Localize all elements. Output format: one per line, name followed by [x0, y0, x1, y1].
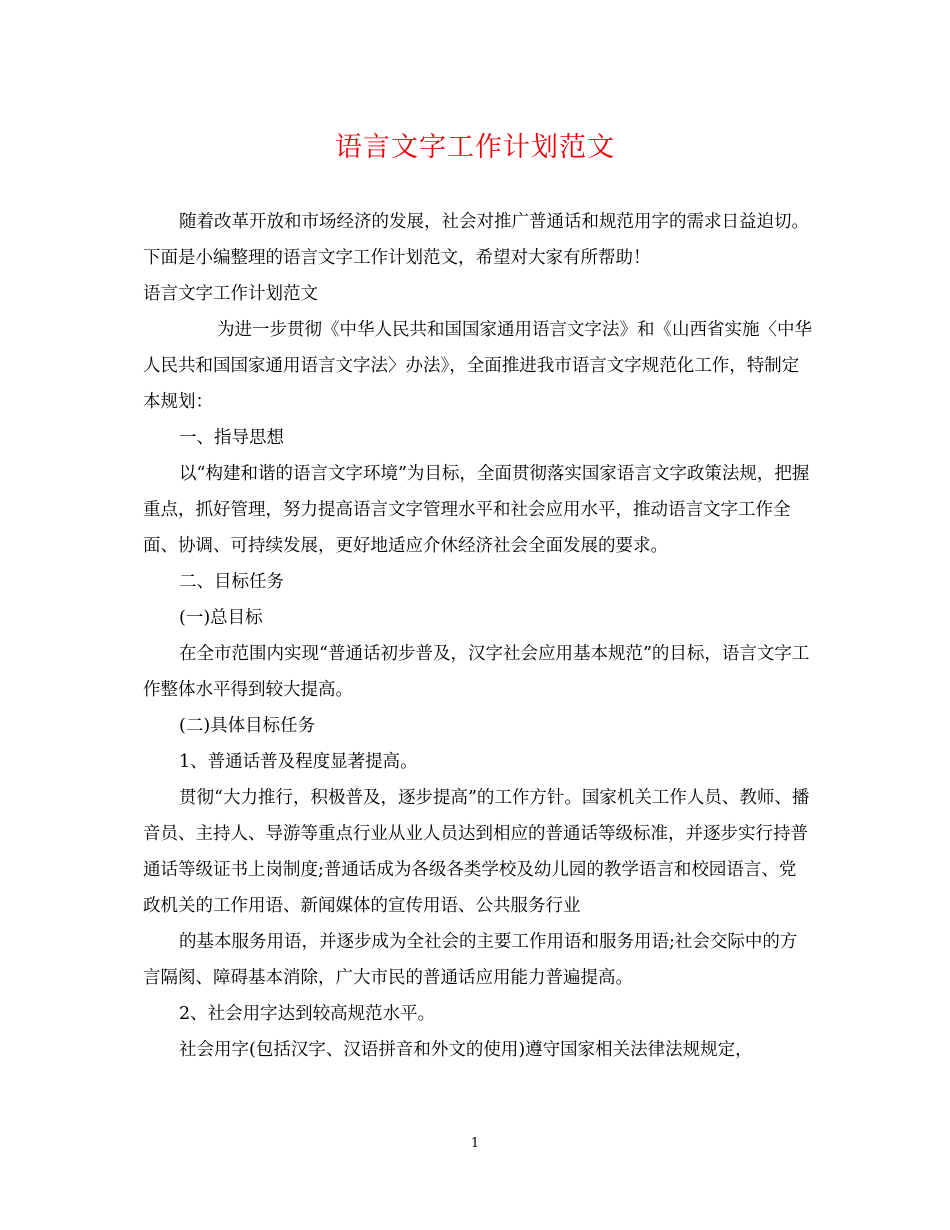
task-1-continuation: 的基本服务用语，并逐步成为全社会的主要工作用语和服务用语;社会交际中的方言隔阂、障碍基本消除，广大市民的普通话应用能力普遍提高。	[143, 932, 798, 988]
subheading-specific-tasks: (二)具体目标任务	[179, 716, 316, 736]
intro-paragraph: 随着改革开放和市场经济的发展，社会对推广普通话和规范用字的需求日益迫切。下面是小编整理的语言文字工作计划范文，希望对大家有所帮助！	[143, 212, 809, 268]
task-1-paragraph: 贯彻“大力推行，积极普及，逐步提高”的工作方针。国家机关工作人员、教师、播音员、主持人、导游等重点行业从业人员达到相应的普通话等级标准，并逐步实行持普通话等级证书上岗制度;普通话成为各级各类学校及幼儿园的教学语言和校园语言、党政机关的工作用语、新闻媒体的宣传用语、公共服务行业	[143, 788, 810, 916]
task-heading-1: 1、普通话普及程度显著提高。	[179, 752, 418, 772]
subheading-overall-goal: (一)总目标	[179, 608, 263, 628]
task-2-paragraph: 社会用字(包括汉字、汉语拼音和外文的使用)遵守国家相关法律法规规定，	[179, 1040, 753, 1060]
task-heading-2: 2、社会用字达到较高规范水平。	[179, 1004, 436, 1024]
document-title: 语言文字工作计划范文	[335, 132, 615, 163]
section-heading-goals: 二、目标任务	[179, 572, 284, 592]
preface-paragraph: 为进一步贯彻《中华人民共和国国家通用语言文字法》和《山西省实施〈中华人民共和国国家通用语言文字法〉办法》，全面推进我市语言文字规范化工作，特制定本规划：	[143, 320, 812, 412]
document-body	[143, 204, 813, 1068]
section-heading-guiding-thought: 一、指导思想	[179, 428, 284, 448]
page-number: 1	[470, 1136, 480, 1151]
subtitle-line: 语言文字工作计划范文	[143, 284, 318, 304]
guiding-thought-paragraph: 以“构建和谐的语言文字环境”为目标，全面贯彻落实国家语言文字政策法规，把握重点，抓好管理，努力提高语言文字管理水平和社会应用水平，推动语言文字工作全面、协调、可持续发展，更好地适应介休经济社会全面发展的要求。	[143, 464, 810, 556]
overall-goal-paragraph: 在全市范围内实现“普通话初步普及，汉字社会应用基本规范”的目标，语言文字工作整体水平得到较大提高。	[143, 644, 810, 700]
